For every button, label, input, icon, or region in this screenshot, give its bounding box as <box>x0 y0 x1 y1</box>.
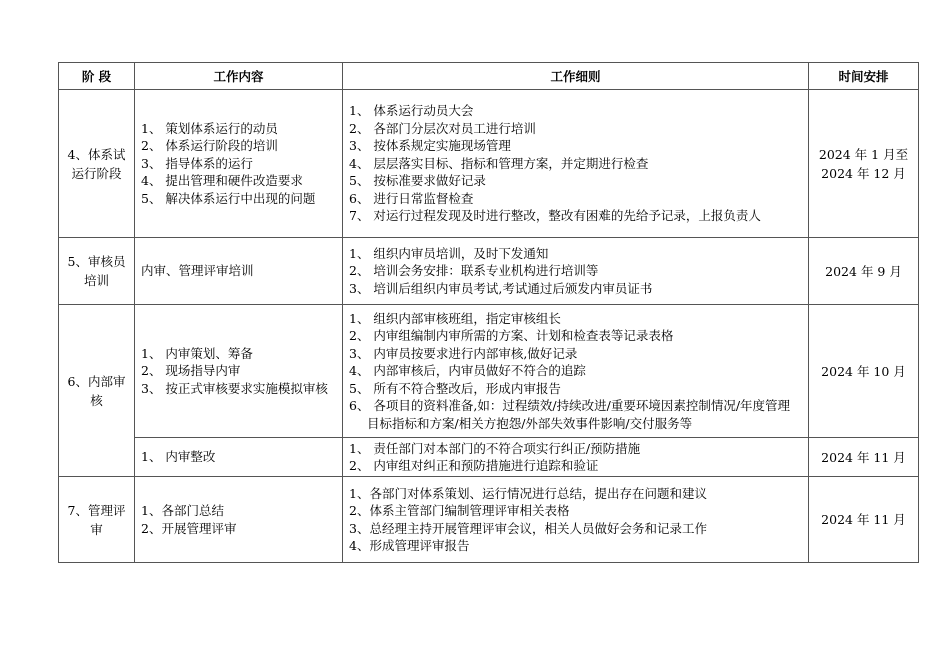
content-item: 内审、管理评审培训 <box>141 263 254 279</box>
header-time: 时间安排 <box>809 63 919 90</box>
content-item: 1、 策划体系运行的动员 <box>141 120 278 136</box>
detail-item: 4、 内部审核后，内审员做好不符合的追踪 <box>349 363 586 379</box>
detail-item: 1、 责任部门对本部门的不符合项实行纠正/预防措施 <box>349 440 641 456</box>
detail-item: 1、 组织内审员培训，及时下发通知 <box>349 245 549 261</box>
content-item: 1、各部门总结 <box>141 503 224 518</box>
stage-text: 运行阶段 <box>71 165 122 181</box>
detail-item: 2、 培训会务安排：联系专业机构进行培训等 <box>349 263 599 279</box>
table-row <box>59 238 919 305</box>
time-text: 2024 年 12 月 <box>821 165 906 181</box>
time-cell <box>809 90 919 238</box>
detail-item: 4、 层层落实目标、指标和管理方案，并定期进行检查 <box>349 155 649 171</box>
header-details: 工作细则 <box>343 63 809 90</box>
stage-text: 6、内部审 <box>67 373 126 389</box>
detail-item: 7、 对运行过程发现及时进行整改，整改有困难的先给予记录，上报负责人 <box>349 208 761 224</box>
content-item: 3、 按正式审核要求实施模拟审核 <box>141 380 328 396</box>
stage-text: 核 <box>90 392 103 408</box>
content-cell <box>135 90 343 238</box>
stage-cell <box>59 238 135 305</box>
detail-item: 3、 内审员按要求进行内部审核,做好记录 <box>349 345 578 361</box>
detail-item: 2、 内审组编制内审所需的方案、计划和检查表等记录表格 <box>349 328 674 344</box>
detail-item: 3、总经理主持开展管理评审会议，相关人员做好会务和记录工作 <box>349 520 707 536</box>
table-row <box>59 305 919 438</box>
detail-cell <box>343 438 809 477</box>
time-cell <box>809 438 919 477</box>
stage-cell <box>59 477 135 563</box>
content-item: 2、 现场指导内审 <box>141 363 241 379</box>
time-text: 2024 年 10 月 <box>821 363 906 379</box>
detail-item: 5、 按标准要求做好记录 <box>349 173 486 189</box>
stage-text: 7、管理评 <box>67 502 126 518</box>
detail-cell <box>343 238 809 305</box>
content-cell <box>135 238 343 305</box>
time-text: 2024 年 1 月至 <box>818 146 909 162</box>
detail-cell <box>343 305 809 438</box>
header-content: 工作内容 <box>135 63 343 90</box>
stage-text: 5、审核员 <box>67 254 126 269</box>
detail-item: 2、 内审组对纠正和预防措施进行追踪和验证 <box>349 458 599 473</box>
detail-cell <box>343 90 809 238</box>
content-item: 1、 内审整改 <box>141 449 216 465</box>
time-text: 2024 年 11 月 <box>821 449 906 465</box>
detail-item: 2、 各部门分层次对员工进行培训 <box>349 120 536 136</box>
detail-item: 1、 组织内部审核班组，指定审核组长 <box>349 310 561 326</box>
content-cell <box>135 438 343 477</box>
stage-cell <box>59 90 135 238</box>
content-item: 3、 指导体系的运行 <box>141 155 253 171</box>
detail-cell <box>343 477 809 563</box>
stage-text: 4、体系试 <box>67 146 126 162</box>
time-cell <box>809 238 919 305</box>
detail-item: 5、 所有不符合整改后，形成内审报告 <box>349 380 561 396</box>
content-cell <box>135 477 343 563</box>
content-item: 2、开展管理评审 <box>141 520 237 536</box>
table-row <box>59 438 919 477</box>
content-item: 2、 体系运行阶段的培训 <box>141 138 278 154</box>
time-text: 2024 年 9 月 <box>825 263 902 279</box>
work-plan-table <box>58 62 919 563</box>
header-stage: 阶 段 <box>59 63 135 90</box>
content-item: 5、 解决体系运行中出现的问题 <box>141 190 316 206</box>
detail-item: 3、 按体系规定实施现场管理 <box>349 138 511 154</box>
stage-text: 培训 <box>83 273 109 288</box>
detail-item: 4、形成管理评审报告 <box>349 538 470 553</box>
detail-item: 1、 体系运行动员大会 <box>349 103 474 119</box>
detail-item: 6、 进行日常监督检查 <box>349 190 474 206</box>
table-header-row <box>59 63 919 90</box>
stage-text: 审 <box>90 521 103 537</box>
detail-item: 2、体系主管部门编制管理评审相关表格 <box>349 503 570 518</box>
stage-cell <box>59 305 135 477</box>
table-row <box>59 90 919 238</box>
detail-item: 1、各部门对体系策划、运行情况进行总结，提出存在问题和建议 <box>349 485 707 501</box>
table-row <box>59 477 919 563</box>
detail-item: 6、 各项目的资料准备,如：过程绩效/持续改进/重要环境因素控制情况/年度管理目标指标和方案/相关方抱怨/外部失效事件影响/交付服务等 <box>349 398 791 431</box>
content-item: 1、 内审策划、筹备 <box>141 345 253 361</box>
time-cell <box>809 477 919 563</box>
content-item: 4、 提出管理和硬件改造要求 <box>141 173 303 189</box>
time-text: 2024 年 11 月 <box>821 512 906 527</box>
content-cell <box>135 305 343 438</box>
time-cell <box>809 305 919 438</box>
detail-item: 3、 培训后组织内审员考试,考试通过后颁发内审员证书 <box>349 280 653 296</box>
